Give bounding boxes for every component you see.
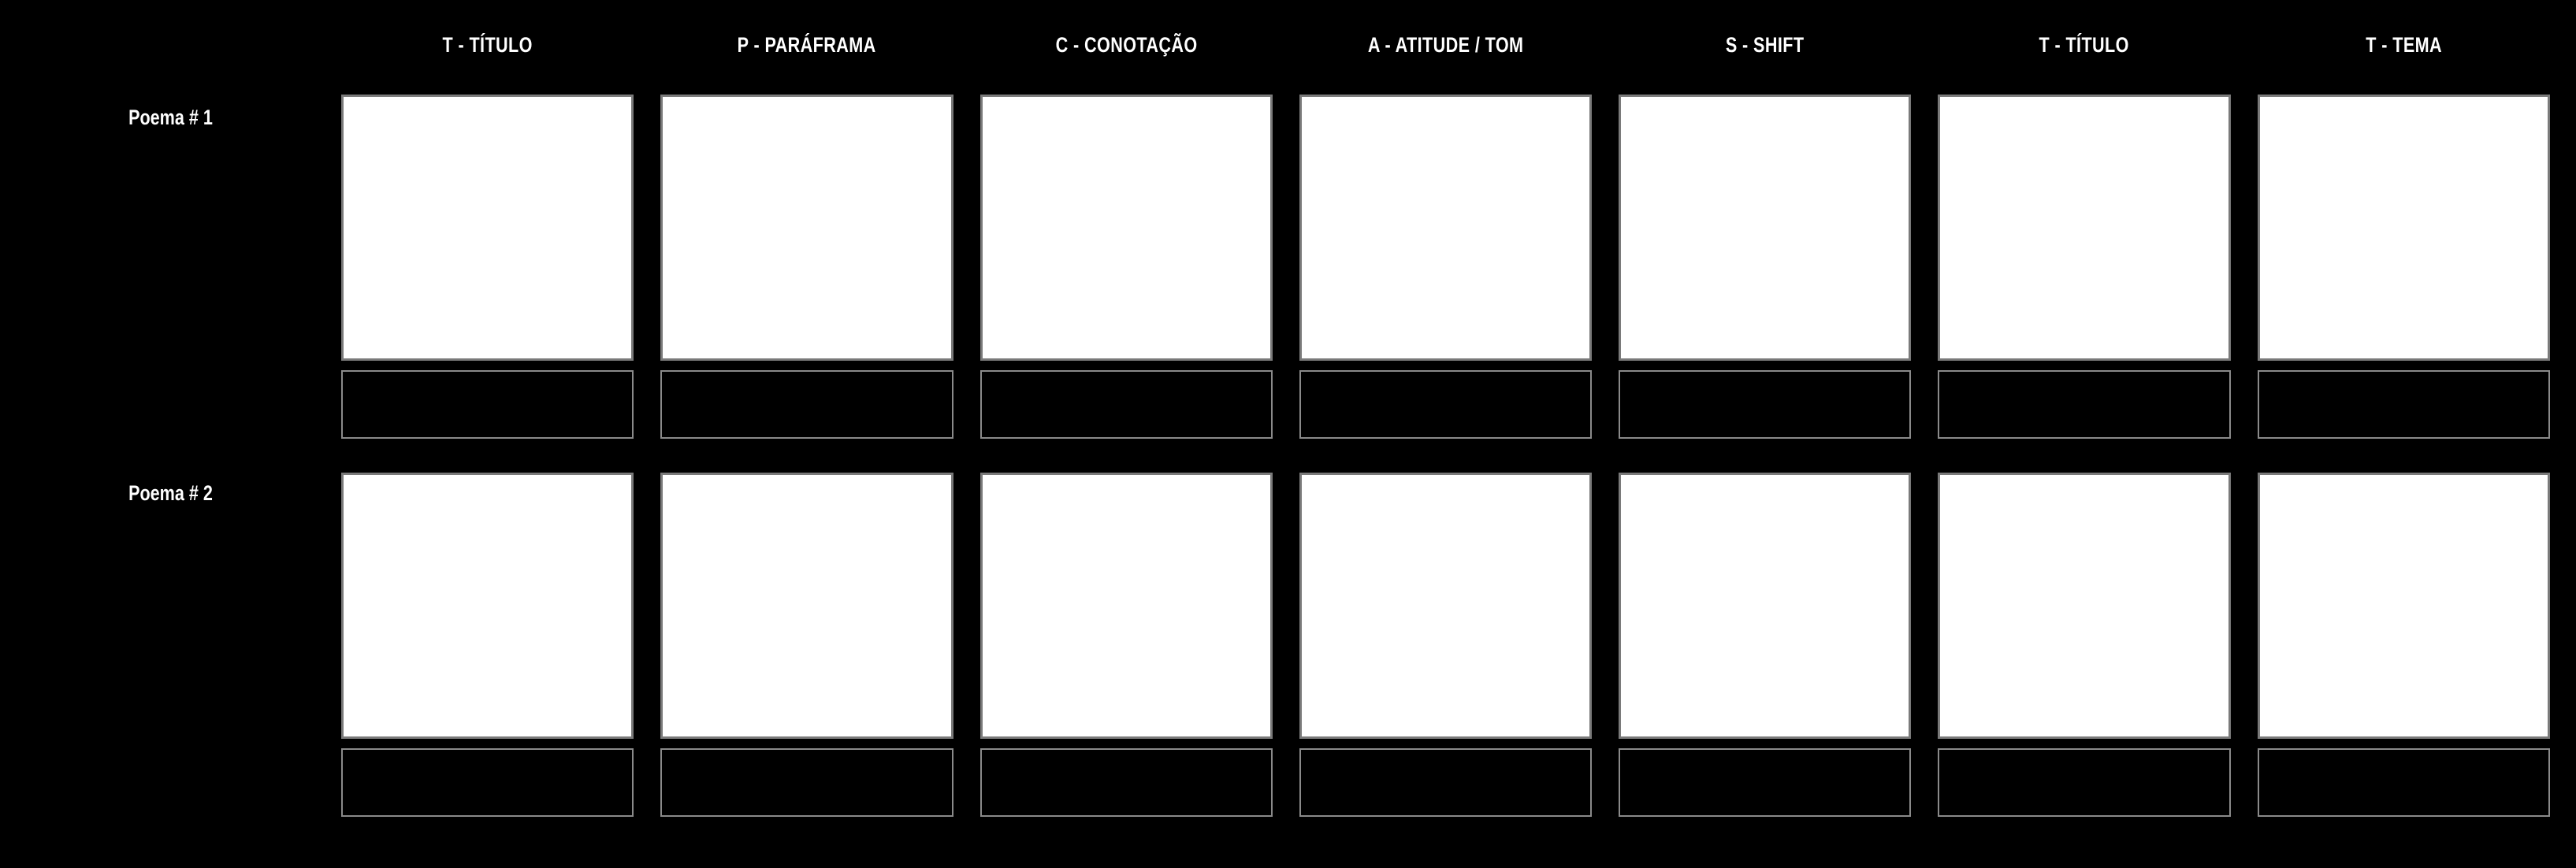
cell-poema1-atitude-tom [1299,95,1592,439]
image-placeholder[interactable] [341,95,634,361]
cell-poema1-titulo [341,95,634,439]
cell-poema1-conotacao [980,95,1273,439]
image-placeholder[interactable] [1938,473,2230,739]
column-header-row [341,28,2550,61]
caption-box[interactable] [1938,748,2230,817]
image-placeholder[interactable] [1299,95,1592,361]
image-placeholder[interactable] [980,95,1273,361]
caption-box[interactable] [1299,748,1592,817]
image-placeholder[interactable] [1938,95,2230,361]
image-placeholder[interactable] [980,473,1273,739]
caption-box[interactable] [980,748,1273,817]
image-placeholder[interactable] [660,95,953,361]
caption-box[interactable] [660,370,953,439]
image-placeholder[interactable] [660,473,953,739]
image-placeholder[interactable] [341,473,634,739]
caption-box[interactable] [1619,748,1911,817]
header-c-conotacao: C - CONOTAÇÃO [1055,33,1198,57]
caption-box[interactable] [2258,748,2550,817]
header-a-atitude-tom: A - ATITUDE / TOM [1367,33,1524,57]
cell-poema1-tema [2258,95,2550,439]
poema-1-row [341,95,2550,439]
cell-poema2-titulo [341,473,634,817]
cell-poema1-shift [1619,95,1911,439]
header-p-paraframa: P - PARÁFRAMA [737,33,876,57]
caption-box[interactable] [341,370,634,439]
cell-poema2-paraframa [660,473,953,817]
caption-box[interactable] [1938,370,2230,439]
image-placeholder[interactable] [1619,473,1911,739]
poema-2-row [341,473,2550,817]
image-placeholder[interactable] [1299,473,1592,739]
cell-poema1-paraframa [660,95,953,439]
caption-box[interactable] [1299,370,1592,439]
cell-poema2-titulo-2 [1938,473,2230,817]
cell-poema2-tema [2258,473,2550,817]
image-placeholder[interactable] [2258,95,2550,361]
image-placeholder[interactable] [1619,95,1911,361]
header-t-titulo-1: T - TÍTULO [442,33,533,57]
caption-box[interactable] [1619,370,1911,439]
cell-poema2-atitude-tom [1299,473,1592,817]
header-s-shift: S - SHIFT [1725,33,1805,57]
row-label-poema-2: Poema # 2 [128,481,213,505]
cell-poema2-shift [1619,473,1911,817]
image-placeholder[interactable] [2258,473,2550,739]
caption-box[interactable] [980,370,1273,439]
caption-box[interactable] [660,748,953,817]
header-t-titulo-2: T - TÍTULO [2039,33,2130,57]
cell-poema1-titulo-2 [1938,95,2230,439]
cell-poema2-conotacao [980,473,1273,817]
caption-box[interactable] [341,748,634,817]
header-t-tema: T - TEMA [2365,33,2442,57]
caption-box[interactable] [2258,370,2550,439]
row-label-poema-1: Poema # 1 [128,106,213,129]
